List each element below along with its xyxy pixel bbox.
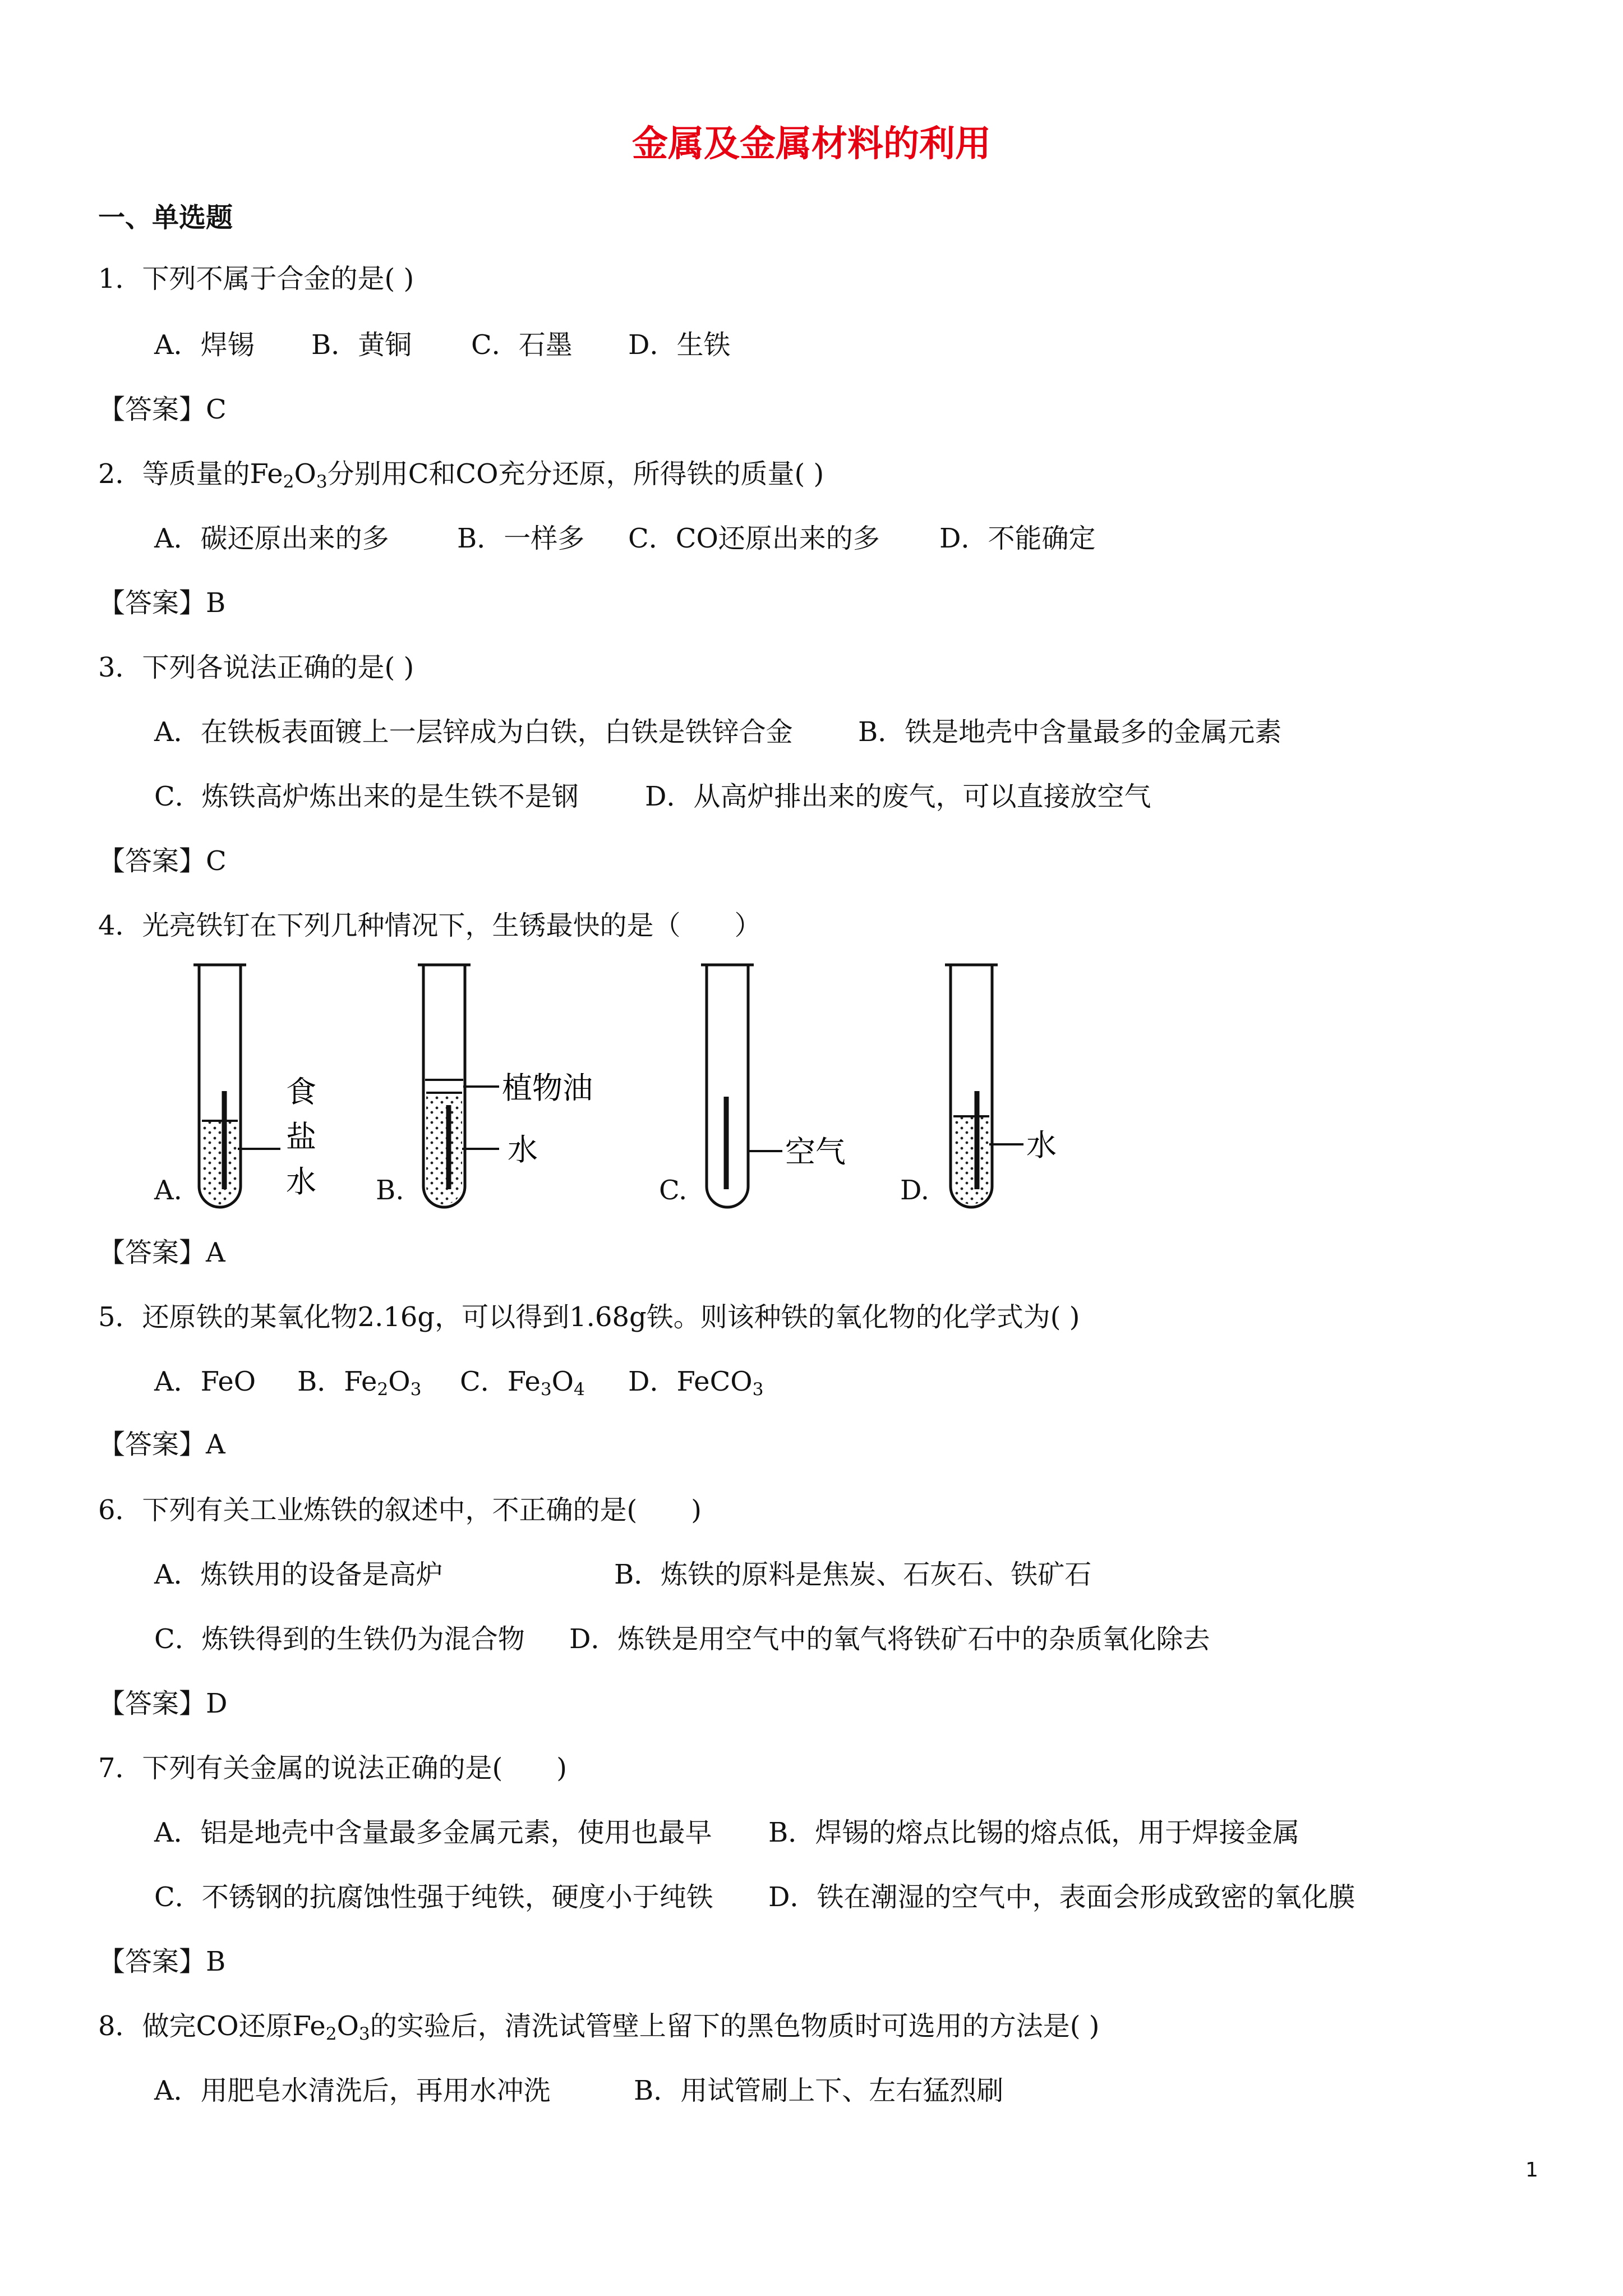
option-a: A．在铁板表面镀上一层锌成为白铁，白铁是铁锌合金 [154, 716, 793, 748]
stem-text: 2．等质量的Fe [98, 458, 283, 490]
option-c: C. [659, 1175, 688, 1206]
option-c: C．CO还原出来的多 [628, 523, 880, 554]
stem-text: 的实验后，清洗试管壁上留下的黑色物质时可选用的方法是( ) [370, 2010, 1100, 2042]
subscript: 2 [283, 471, 294, 492]
answer-value: D [206, 1688, 228, 1719]
question-1-stem: 1．下列不属于合金的是( ) [98, 263, 414, 295]
option-text: C．Fe [460, 1366, 541, 1397]
option-b: B．黄铜 [311, 329, 412, 361]
option-d: D．不能确定 [939, 523, 1096, 554]
tube-b-label-oil: 植物油 [502, 1070, 593, 1106]
document-title: 金属及金属材料的利用 [632, 123, 991, 165]
tube-a-label-2: 盐 [286, 1119, 316, 1154]
subscript: 3 [752, 1379, 764, 1400]
stem-text: 分别用C和CO充分还原，所得铁的质量( ) [327, 458, 824, 490]
tube-c [701, 965, 846, 1207]
tube-d-label-water: 水 [1026, 1128, 1057, 1163]
question-4-answer [98, 1236, 225, 1269]
stem-text: O [294, 458, 316, 490]
option-b: B．一样多 [457, 523, 585, 554]
subscript: 3 [316, 471, 328, 492]
option-b [297, 1365, 421, 1406]
option-a: A．碳还原出来的多 [154, 523, 389, 554]
tube-b-label-water: 水 [508, 1132, 538, 1167]
question-8-stem [98, 2009, 1099, 2051]
question-4-stem: 4．光亮铁钉在下列几种情况下，生锈最快的是（ ） [98, 910, 762, 941]
subscript: 3 [358, 2023, 370, 2044]
option-c: C．不锈钢的抗腐蚀性强于纯铁，硬度小于纯铁 [154, 1881, 713, 1913]
option-a: A．用肥皂水清洗后，再用水冲洗 [154, 2075, 551, 2106]
answer-prefix: 【答案】 [98, 394, 206, 425]
option-b: B. [376, 1175, 404, 1206]
subscript: 3 [410, 1379, 422, 1400]
option-b: B．焊锡的熔点比锡的熔点低，用于焊接金属 [768, 1817, 1300, 1848]
question-7-answer [98, 1945, 225, 1978]
answer-prefix: 【答案】 [98, 587, 206, 619]
answer-prefix: 【答案】 [98, 1946, 206, 1977]
question-7-stem: 7．下列有关金属的说法正确的是( ) [98, 1752, 567, 1784]
option-text: O [551, 1366, 574, 1397]
stem-text: O [336, 2010, 359, 2042]
option-a: A．炼铁用的设备是高炉 [154, 1559, 443, 1590]
option-a: A．铝是地壳中含量最多金属元素，使用也最早 [154, 1817, 712, 1848]
answer-value: C [206, 394, 227, 425]
test-tubes-figure [0, 954, 1623, 1212]
tube-b [418, 965, 593, 1207]
option-text: O [388, 1366, 411, 1397]
answer-prefix: 【答案】 [98, 1688, 206, 1719]
option-c [460, 1365, 585, 1406]
question-5-answer [98, 1428, 225, 1461]
option-text: D．FeCO [628, 1366, 753, 1397]
subscript: 4 [574, 1379, 585, 1400]
answer-prefix: 【答案】 [98, 1237, 206, 1268]
option-a: A．FeO [154, 1366, 256, 1397]
answer-value: A [206, 1429, 225, 1460]
section-heading: 一、单选题 [98, 202, 233, 233]
answer-value: A [206, 1237, 225, 1268]
tube-a-label-1: 食 [286, 1074, 316, 1110]
option-b: B．用试管刷上下、左右猛烈刷 [634, 2075, 1004, 2106]
answer-value: B [206, 1946, 226, 1977]
tube-c-label-air: 空气 [785, 1134, 846, 1170]
subscript: 2 [377, 1379, 389, 1400]
option-b: B．炼铁的原料是焦炭、石灰石、铁矿石 [614, 1559, 1092, 1590]
option-c: C．石墨 [471, 329, 573, 361]
answer-value: C [206, 845, 227, 877]
question-5-stem: 5．还原铁的某氧化物2.16g，可以得到1.68g铁。则该种铁的氧化物的化学式为( ) [98, 1301, 1080, 1333]
option-d: D．生铁 [628, 329, 731, 361]
option-c: C．炼铁得到的生铁仍为混合物 [154, 1623, 525, 1655]
option-d: D．铁在潮湿的空气中，表面会形成致密的氧化膜 [768, 1881, 1355, 1913]
option-d [628, 1365, 764, 1406]
page-number: 1 [1525, 2159, 1538, 2182]
stem-text: 8．做完CO还原Fe [98, 2010, 326, 2042]
answer-prefix: 【答案】 [98, 845, 206, 877]
tube-a-label-3: 水 [286, 1164, 316, 1199]
option-b: B．铁是地壳中含量最多的金属元素 [858, 716, 1282, 748]
question-3-answer [98, 844, 227, 878]
question-2-stem [98, 457, 824, 499]
subscript: 3 [540, 1379, 552, 1400]
tube-a [193, 965, 316, 1207]
option-a: A．焊锡 [154, 329, 255, 361]
question-6-stem: 6．下列有关工业炼铁的叙述中，不正确的是( ) [98, 1494, 702, 1526]
option-d: D. [900, 1175, 930, 1206]
option-c: C．炼铁高炉炼出来的是生铁不是钢 [154, 781, 579, 812]
question-2-answer [98, 586, 225, 620]
answer-value: B [206, 587, 226, 619]
question-6-answer [98, 1687, 228, 1720]
answer-prefix: 【答案】 [98, 1429, 206, 1460]
option-a: A. [154, 1175, 182, 1206]
option-d: D．炼铁是用空气中的氧气将铁矿石中的杂质氧化除去 [569, 1623, 1210, 1655]
question-3-stem: 3．下列各说法正确的是( ) [98, 652, 414, 683]
option-d: D．从高炉排出来的废气，可以直接放空气 [645, 781, 1151, 812]
option-text: B．Fe [297, 1366, 377, 1397]
subscript: 2 [325, 2023, 337, 2044]
question-1-answer [98, 393, 227, 426]
tube-d [945, 965, 1057, 1207]
